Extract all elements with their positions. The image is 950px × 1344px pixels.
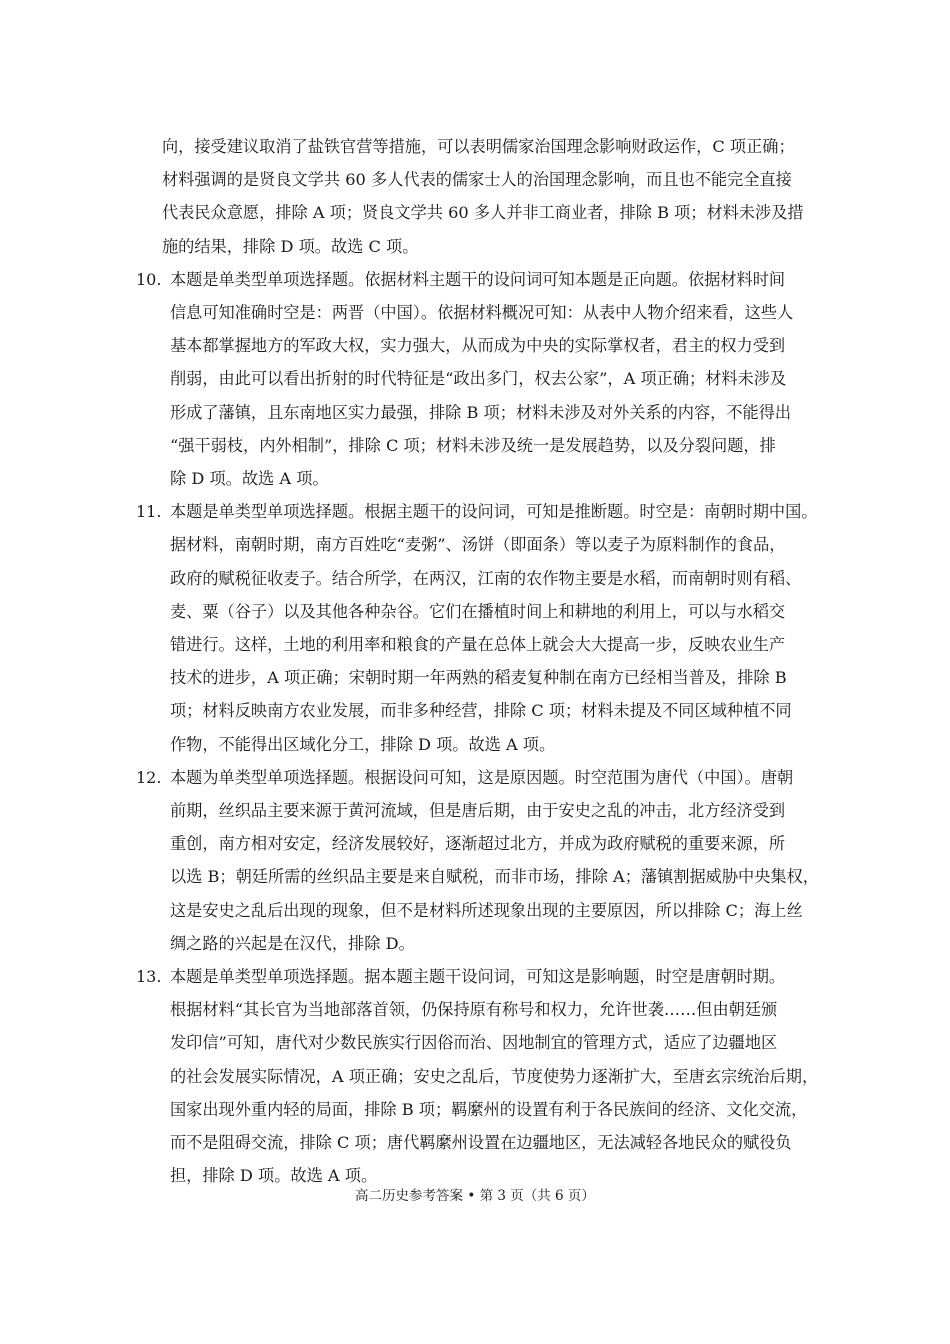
item-body bbox=[170, 761, 826, 960]
answer-item-12 bbox=[136, 761, 826, 960]
paragraph-line: 这是安史之乱后出现的现象，但不是材料所述现象出现的主要原因，所以排除 C；海上丝 bbox=[170, 900, 803, 920]
continuation-paragraph bbox=[136, 130, 826, 263]
paragraph-line: 前期，丝织品主要来源于黄河流域，但是唐后期，由于安史之乱的冲击，北方经济受到 bbox=[170, 801, 786, 821]
paragraph-line: 发印信”可知，唐代对少数民族实行因俗而治、因地制宜的管理方式，适应了边疆地区 bbox=[170, 1033, 778, 1053]
paragraph-line: 政府的赋税征收麦子。结合所学，在两汉，江南的农作物主要是水稻，而南朝时则有稻、 bbox=[170, 568, 802, 588]
paragraph-line: 的社会发展实际情况，A 项正确；安史之乱后，节度使势力逐渐扩大，至唐玄宗统治后期， bbox=[170, 1066, 819, 1086]
item-number: 13. bbox=[136, 967, 162, 987]
paragraph-line: 材料强调的是贤良文学共 60 多人代表的儒家士人的治国理念影响，而且也不能完全直接 bbox=[162, 170, 792, 190]
paragraph-line: 项；材料反映南方农业发展，而非多种经营，排除 C 项；材料未提及不同区域种植不同 bbox=[170, 701, 792, 721]
paragraph-line: 错进行。这样，土地的利用率和粮食的产量在总体上就会大大提高一步，反映农业生产 bbox=[170, 635, 786, 655]
paragraph-line: 技术的进步，A 项正确；宋朝时期一年两熟的稻麦复种制在南方已经相当普及，排除 B bbox=[170, 668, 787, 688]
paragraph-line: 形成了藩镇，且东南地区实力最强，排除 B 项；材料未涉及对外关系的内容，不能得出 bbox=[170, 402, 792, 422]
item-body bbox=[170, 495, 826, 761]
paragraph-line: 信息可知准确时空是：两晋（中国）。依据材料概况可知：从表中人物介绍来看，这些人 bbox=[170, 303, 794, 323]
item-number: 10. bbox=[136, 269, 162, 289]
paragraph-line: 国家出现外重内轻的局面，排除 B 项；羁縻州的设置有利于各民族间的经济、文化交流， bbox=[170, 1099, 808, 1119]
paragraph-line: 本题是单类型单项选择题。据本题主题干设问词，可知这是影响题，时空是唐朝时期。 bbox=[170, 967, 786, 987]
paragraph-line: 施的结果，排除 D 项。故选 C 项。 bbox=[162, 236, 419, 256]
item-body bbox=[170, 960, 826, 1192]
paragraph-line: 代表民众意愿，排除 A 项；贤良文学共 60 多人并非工商业者，排除 B 项；材料未涉及措 bbox=[162, 203, 804, 223]
paragraph-line: 基本都掌握地方的军政大权，实力强大，从而成为中央的实际掌权者，君主的权力受到 bbox=[170, 336, 786, 356]
paragraph-line: 重创，南方相对安定，经济发展较好，逐渐超过北方，并成为政府赋税的重要来源，所 bbox=[170, 834, 786, 854]
paragraph-line: 向，接受建议取消了盐铁官营等措施，可以表明儒家治国理念影响财政运作，C 项正确； bbox=[162, 137, 795, 156]
paragraph-line: 而不是阻碍交流，排除 C 项；唐代羁縻州设置在边疆地区，无法减轻各地民众的赋役负 bbox=[170, 1133, 792, 1153]
paragraph-line: “强干弱枝，内外相制”，排除 C 项；材料未涉及统一是发展趋势，以及分裂问题，排 bbox=[170, 435, 776, 455]
paragraph-line: 麦、粟（谷子）以及其他各种杂谷。它们在播植时间上和耕地的利用上，可以与水稻交 bbox=[170, 601, 786, 621]
answer-content bbox=[136, 130, 826, 1193]
paragraph-line: 除 D 项。故选 A 项。 bbox=[170, 469, 329, 489]
paragraph-line: 削弱，由此可以看出折射的时代特征是“政出多门，权去公家”，A 项正确；材料未涉及 bbox=[170, 369, 787, 389]
paragraph-line: 作物，不能得出区域化分工，排除 D 项。故选 A 项。 bbox=[170, 734, 556, 754]
item-body bbox=[170, 263, 826, 495]
paragraph-line: 绸之路的兴起是在汉代，排除 D。 bbox=[170, 933, 415, 953]
answer-item-10 bbox=[136, 263, 826, 495]
item-number: 12. bbox=[136, 767, 162, 787]
paragraph-line: 本题是单类型单项选择题。根据主题干的设问词，可知是推断题。时空是：南朝时期中国。 bbox=[170, 502, 818, 522]
paragraph-line: 本题是单类型单项选择题。依据材料主题干的设问词可知本题是正向题。依据材料时间 bbox=[170, 269, 786, 289]
paragraph-line: 根据材料“其长官为当地部落首领，仍保持原有称号和权力，允许世袭……但由朝廷颁 bbox=[170, 1000, 778, 1020]
page-footer: 高二历史参考答案 • 第 3 页（共 6 页） bbox=[355, 1188, 595, 1204]
paragraph-line: 据材料，南朝时期，南方百姓吃“麦粥”、汤饼（即面条）等以麦子为原料制作的食品， bbox=[170, 535, 786, 555]
paragraph-line: 以选 B；朝廷所需的丝织品主要是来自赋税，而非市场，排除 A；藩镇割据威胁中央集权， bbox=[170, 867, 819, 887]
paragraph-line: 担，排除 D 项。故选 A 项。 bbox=[170, 1166, 378, 1186]
item-number: 11. bbox=[136, 502, 162, 522]
answer-item-11 bbox=[136, 495, 826, 761]
paragraph-line: 本题为单类型单项选择题。根据设问可知，这是原因题。时空范围为唐代（中国）。唐朝 bbox=[170, 767, 794, 787]
answer-item-13 bbox=[136, 960, 826, 1192]
